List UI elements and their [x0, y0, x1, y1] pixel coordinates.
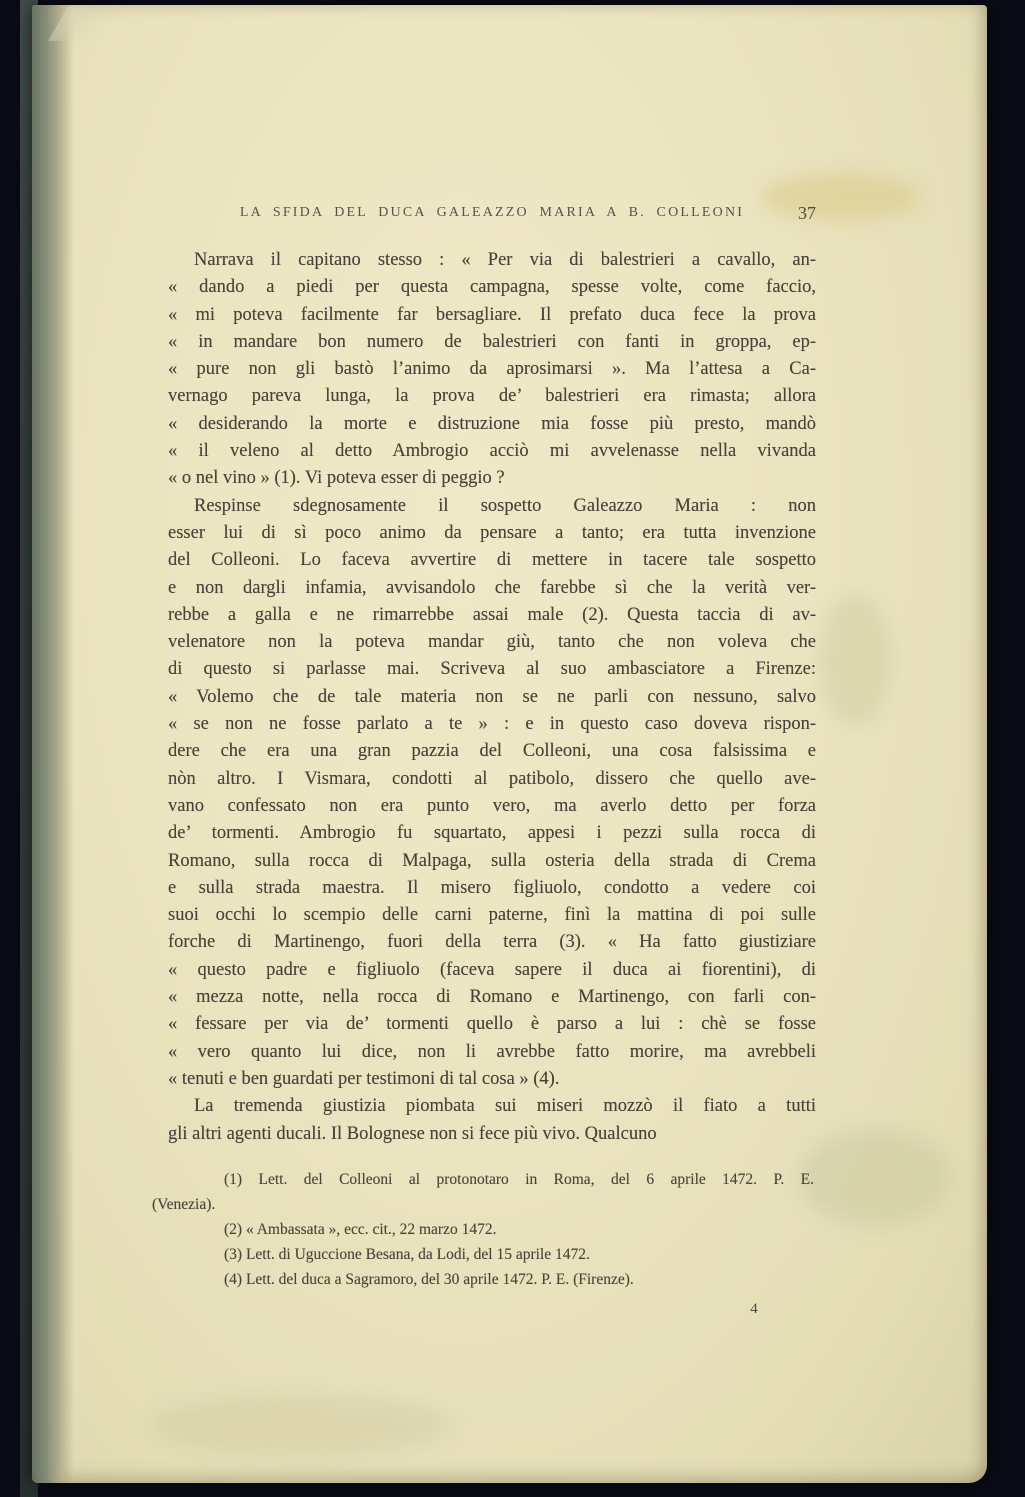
text-line: suoi occhi lo scempio delle carni paterne, finì la mattina di poi sulle: [168, 905, 816, 926]
paper-stain: [800, 1130, 950, 1225]
running-header: [168, 205, 816, 229]
text-line: di questo si parlasse mai. Scriveva al suo ambasciatore a Firenze:: [168, 659, 816, 680]
text-line: « fessare per via de’ tormenti quello è parso a lui : chè se fosse: [168, 1014, 816, 1035]
text-line: « Volemo che de tale materia non se ne parli con nessuno, salvo: [168, 686, 816, 707]
text-line: « vero quanto lui dice, non li avrebbe fatto morire, ma avrebbeli: [168, 1041, 816, 1062]
binding-shadow: [32, 5, 74, 1483]
text-line: « mi poteva facilmente far bersagliare. Il prefato duca fece la prova: [168, 304, 816, 325]
text-line: Respinse sdegnosamente il sospetto Galeazzo Maria : non: [194, 495, 816, 516]
text-line: (2) « Ambassata », ecc. cit., 22 marzo 1472.: [224, 1221, 497, 1238]
text-line: vano confessato non era punto vero, ma averlo detto per forza: [168, 795, 816, 816]
page-number: 37: [798, 203, 816, 223]
text-line: « se non ne fosse parlato a te » : e in questo caso doveva rispon-: [168, 714, 816, 735]
text-line: de’ tormenti. Ambrogio fu squartato, appesi i pezzi sulla rocca di: [168, 823, 816, 844]
text-line: (Venezia).: [152, 1196, 216, 1213]
text-line: nòn altro. I Vismara, condotti al patibolo, dissero che quello ave-: [168, 768, 816, 789]
footnotes: [152, 1167, 814, 1292]
running-title: LA SFIDA DEL DUCA GALEAZZO MARIA A B. COLLEONI: [239, 205, 745, 220]
text-line: « desiderando la morte e distruzione mia fosse più presto, mandò: [168, 413, 816, 434]
text-line: Romano, sulla rocca di Malpaga, sulla osteria della strada di Crema: [168, 850, 816, 871]
text-line: dere che era una gran pazzia del Colleoni, una cosa falsissima e: [168, 741, 816, 762]
body-text: [168, 247, 816, 1148]
text-line: La tremenda giustizia piombata sui miseri mozzò il fiato a tutti: [194, 1096, 816, 1117]
paper-stain: [152, 1395, 452, 1455]
text-line: « tenuti e ben guardati per testimoni di tal cosa » (4).: [168, 1068, 560, 1089]
text-line: rebbe a galla e ne rimarrebbe assai male (2). Questa taccia di av-: [168, 604, 816, 625]
text-line: e non dargli infamia, avvisandolo che farebbe sì che la verità ver-: [168, 577, 816, 598]
text-line: vernago pareva lunga, la prova de’ balestrieri era rimasta; allora: [168, 386, 816, 407]
book-page: [32, 5, 987, 1483]
text-line: forche di Martinengo, fuori della terra (3). « Ha fatto giustiziare: [168, 932, 816, 953]
text-line: « dando a piedi per questa campagna, spesse volte, come faccio,: [168, 277, 816, 298]
text-line: gli altri agenti ducali. Il Bolognese non si fece più vivo. Qualcuno: [168, 1123, 657, 1144]
text-line: « mezza notte, nella rocca di Romano e Martinengo, con farli con-: [168, 987, 816, 1008]
text-line: Narrava il capitano stesso : « Per via di balestrieri a cavallo, an-: [194, 250, 816, 270]
text-line: (4) Lett. del duca a Sagramoro, del 30 aprile 1472. P. E. (Firenze).: [224, 1271, 634, 1288]
text-line: (3) Lett. di Uguccione Besana, da Lodi, del 15 aprile 1472.: [224, 1246, 590, 1263]
text-line: e sulla strada maestra. Il misero figliuolo, condotto a vedere coi: [168, 877, 816, 898]
text-line: velenatore non la poteva mandar giù, tanto che non voleva che: [168, 632, 816, 653]
text-line: (1) Lett. del Colleoni al protonotaro in Roma, del 6 aprile 1472. P. E.: [224, 1171, 814, 1188]
text-line: « o nel vino » (1). Vi poteva esser di peggio ?: [168, 468, 505, 489]
text-line: « pure non gli bastò l’animo da aprosimarsi ». Ma l’attesa a Ca-: [168, 359, 816, 380]
text-line: « in mandare bon numero de balestrieri con fanti in groppa, ep-: [168, 331, 816, 352]
signature-mark: 4: [750, 1301, 758, 1317]
text-line: « il veleno al detto Ambrogio acciò mi avvelenasse nella vivanda: [168, 441, 816, 462]
text-line: del Colleoni. Lo faceva avvertire di mettere in tacere tale sospetto: [168, 550, 816, 571]
paper-stain: [820, 595, 890, 725]
text-line: « questo padre e figliuolo (faceva sapere il duca ai fiorentini), di: [168, 959, 816, 980]
text-line: esser lui di sì poco animo da pensare a tanto; era tutta invenzione: [168, 522, 816, 543]
